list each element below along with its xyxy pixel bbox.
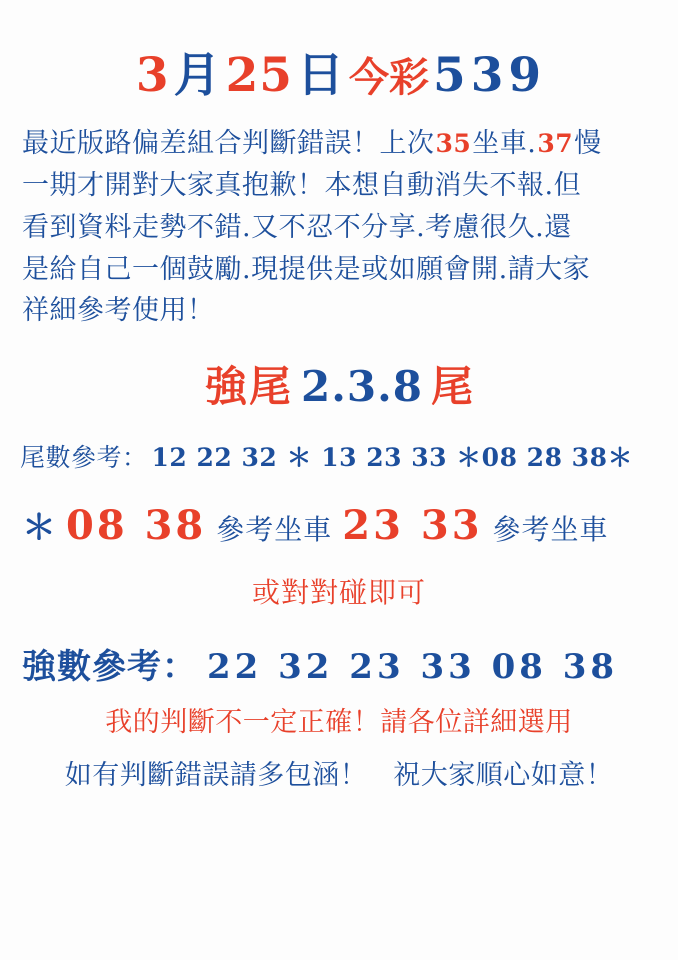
- title-game-num-2: 3: [470, 48, 505, 103]
- pick-pair-2: 23 33: [342, 502, 483, 550]
- page-title: [18, 0, 660, 105]
- title-game-num-1: 5: [433, 48, 467, 103]
- title-game-num-3: 9: [508, 48, 543, 103]
- strong-numbers-label: 強數參考：: [22, 647, 197, 688]
- intro-line1-part-c: 慢: [574, 128, 602, 159]
- title-month-char: 月: [173, 48, 222, 103]
- pick-row: [18, 500, 660, 549]
- strong-tail-heading: [18, 354, 660, 414]
- intro-line1-part-a: 最近版路偏差組合判斷錯誤！上次: [22, 128, 435, 159]
- strong-tail-label: 強尾: [205, 362, 294, 412]
- footer-closing-line: [18, 753, 660, 792]
- title-day-char: 日: [297, 48, 345, 103]
- footer-closing-part-b: 祝大家順心如意！: [393, 760, 614, 791]
- strong-tail-numbers: 2.3.8: [301, 362, 423, 412]
- intro-line2: 一期才開對大家真抱歉！本想自動消失不報.但: [22, 169, 582, 201]
- intro-line4: 是給自己一個鼓勵.現提供是或如願會開.請大家: [22, 253, 591, 285]
- intro-line3: 看到資料走勢不錯.又不忍不分享.考慮很久.還: [22, 211, 572, 243]
- title-game-name: 今彩: [349, 54, 429, 101]
- intro-line5: 祥細參考使用！: [22, 295, 215, 327]
- title-month: 3: [135, 48, 170, 103]
- intro-line1-part-b: 坐車.: [472, 128, 537, 159]
- pick-pair-1: 08 38: [66, 502, 207, 550]
- tail-reference-label: 尾數參考：: [20, 443, 148, 473]
- tail-reference-groups: 12 22 32 ＊ 13 23 33 ＊08 28 38＊: [151, 443, 633, 473]
- title-day: 25: [225, 48, 293, 103]
- footer-disclaimer-line: 我的判斷不一定正確！請各位詳細選用: [105, 707, 573, 738]
- pick-note-2: 參考坐車: [492, 513, 609, 547]
- intro-line1-number-1: 35: [435, 129, 472, 158]
- footer-closing-part-a: 如有判斷錯誤請多包涵！: [64, 760, 368, 791]
- center-note: 或對對碰即可: [251, 576, 426, 610]
- strong-numbers-list: 22 32 23 33 08 38: [207, 647, 619, 688]
- intro-paragraph: [18, 123, 660, 332]
- tail-reference-row: [18, 438, 660, 474]
- strong-tail-suffix: 尾: [430, 362, 473, 412]
- strong-numbers-row: [18, 639, 660, 688]
- footer: [18, 700, 660, 806]
- intro-line1-number-2: 37: [537, 129, 574, 158]
- pick-row-star: ＊: [22, 508, 56, 549]
- pick-note-1: 參考坐車: [216, 513, 333, 547]
